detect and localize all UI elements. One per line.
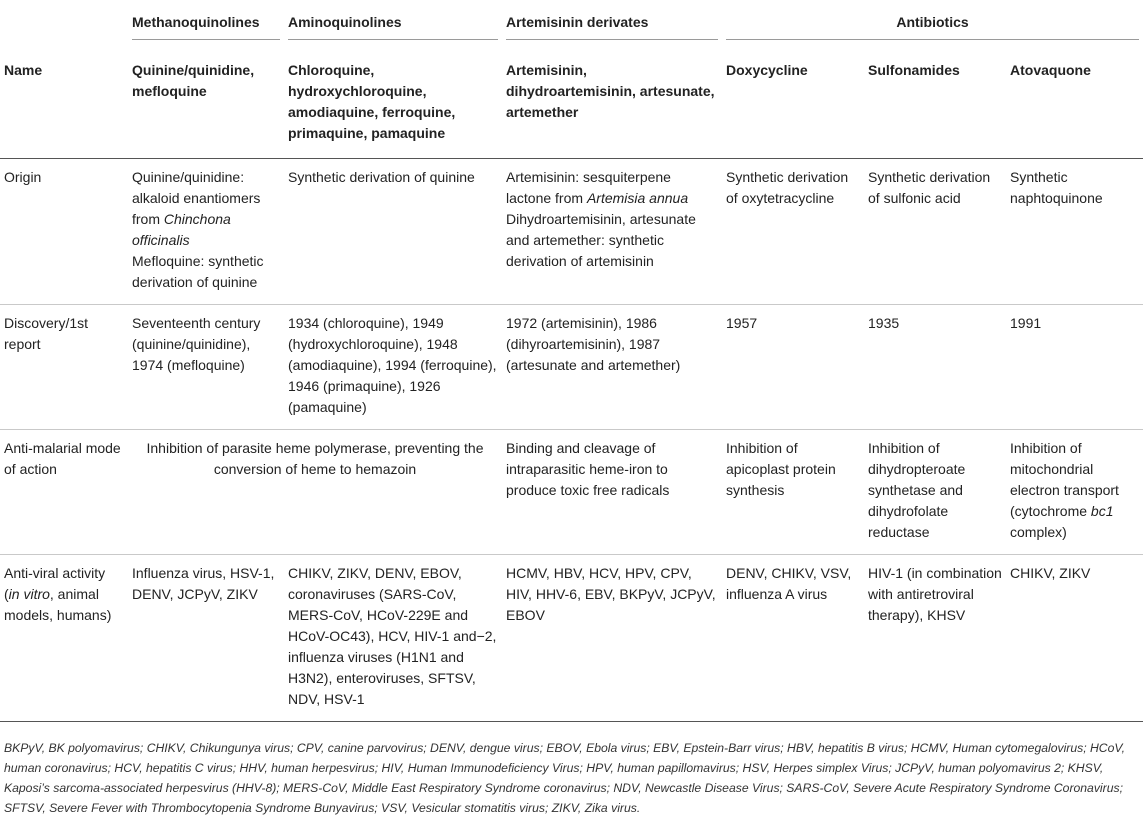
header-atovaquone: Atovaquone (1010, 62, 1091, 78)
cell-antiviral-sulfonamides: HIV-1 (in combination with antiretroviral therapy), KHSV (868, 565, 1002, 623)
cell-origin-atovaquone: Synthetic naphtoquinone (1010, 169, 1103, 206)
cell-discovery-methanoquinolines: Seventeenth century (quinine/quinidine), 1974 (mefloquine) (132, 315, 261, 373)
header-aminoquinolines: Chloroquine, hydroxychloroquine, amodiaquine, ferroquine, primaquine, pamaquine (288, 62, 456, 141)
cell-mode-sulfonamides: Inhibition of dihydropteroate synthetase and dihydrofolate reductase (868, 440, 966, 540)
cell-origin-aminoquinolines: Synthetic derivation of quinine (288, 169, 475, 185)
cell-discovery-aminoquinolines: 1934 (chloroquine), 1949 (hydroxychloroquine), 1948 (amodiaquine), 1994 (ferroquine), 1946 (primaquine), 1926 (pamaquine) (288, 315, 497, 415)
cell-mode-doxycycline: Inhibition of apicoplast protein synthesis (726, 440, 836, 498)
name-header-row (0, 46, 1143, 159)
cell-discovery-doxycycline: 1957 (726, 315, 758, 331)
header-doxycycline: Doxycycline (726, 62, 808, 78)
row-label-discovery: Discovery/1st report (4, 315, 89, 352)
cell-antiviral-methanoquinolines: Influenza virus, HSV-1, DENV, JCPyV, ZIKV (132, 565, 275, 602)
row-label-name: Name (4, 62, 43, 78)
table-footnote: BKPyV, BK polyomavirus; CHIKV, Chikungunya virus; CPV, canine parvovirus; DENV, dengue virus; EBOV, Ebola virus; EBV, Epstein-Barr virus; HBV, hepatitis B virus; HCMV, Human cytomegalovirus; HCoV, human coronavirus; HCV, hepatitis C virus; HHV, human herpesvirus; HIV, Human Immunodeficiency Virus; HPV, human papillomavirus; HSV, Herpes simplex Virus; JCPyV, human polyomavirus 2; KHSV, Kaposi’s sarcoma-associated herpesvirus (HHV-8); MERS-CoV, Middle East Respiratory Syndrome coronavirus; NDV, Newcastle Disease Virus; SARS-CoV, Severe Acute Respiratory Syndrome Coronavirus; SFTSV, Severe Fever with Thrombocytopenia Syndrome Bunyavirus; VSV, Vesicular stomatitis virus; ZIKV, Zika virus. (4, 741, 1125, 815)
cell-antiviral-doxycycline: DENV, CHIKV, VSV, influenza A virus (726, 565, 852, 602)
cell-antiviral-aminoquinolines: CHIKV, ZIKV, DENV, EBOV, coronaviruses (SARS-CoV, MERS-CoV, HCoV-229E and HCoV-OC43), HCV, HIV-1 and−2, influenza viruses (H1N1 and H3N2), enteroviruses, SFTSV, NDV, HSV-1 (288, 565, 497, 707)
cell-origin-sulfonamides: Synthetic derivation of sulfonic acid (868, 169, 991, 206)
cell-antiviral-artemisinin: HCMV, HBV, HCV, HPV, CPV, HIV, HHV-6, EBV, BKPyV, JCPyV, EBOV (506, 565, 716, 623)
row-label-antiviral: Anti-viral activity (in vitro, animal models, humans) (4, 565, 112, 623)
cell-mode-quinolines: Inhibition of parasite heme polymerase, preventing the conversion of heme to hemazoin (146, 440, 484, 477)
cell-antiviral-atovaquone: CHIKV, ZIKV (1010, 565, 1091, 581)
cell-mode-atovaquone: Inhibition of mitochondrial electron transport (cytochrome bc1 complex) (1010, 440, 1119, 540)
cell-origin-methanoquinolines: Quinine/quinidine: alkaloid enantiomers from Chinchona officinalis Mefloquine: synthetic derivation of quinine (132, 169, 264, 290)
cell-origin-doxycycline: Synthetic derivation of oxytetracycline (726, 169, 849, 206)
row-label-mode: Anti-malarial mode of action (4, 440, 121, 477)
cell-discovery-atovaquone: 1991 (1010, 315, 1042, 331)
row-label-origin: Origin (4, 169, 42, 185)
group-antibiotics: Antibiotics (726, 12, 1139, 40)
group-methanoquinolines: Methanoquinolines (132, 12, 280, 40)
cell-discovery-artemisinin: 1972 (artemisinin), 1986 (dihyroartemisinin), 1987 (artesunate and artemether) (506, 315, 681, 373)
cell-discovery-sulfonamides: 1935 (868, 315, 900, 331)
header-methanoquinolines: Quinine/quinidine, mefloquine (132, 62, 255, 99)
header-artemisinin: Artemisinin, dihydroartemisinin, artesunate, artemether (506, 62, 715, 120)
table-row (0, 159, 1143, 305)
header-sulfonamides: Sulfonamides (868, 62, 960, 78)
group-artemisinin: Artemisinin derivates (506, 12, 718, 40)
cell-origin-artemisinin: Artemisinin: sesquiterpene lactone from Artemisia annua Dihydroartemisinin, artesunate and artemether: synthetic derivation of artemisinin (506, 169, 696, 269)
group-header-row (0, 0, 1143, 46)
table-row (0, 555, 1143, 722)
group-aminoquinolines: Aminoquinolines (288, 12, 498, 40)
cell-mode-artemisinin: Binding and cleavage of intraparasitic heme-iron to produce toxic free radicals (506, 440, 670, 498)
table-row (0, 430, 1143, 555)
table-row (0, 305, 1143, 430)
